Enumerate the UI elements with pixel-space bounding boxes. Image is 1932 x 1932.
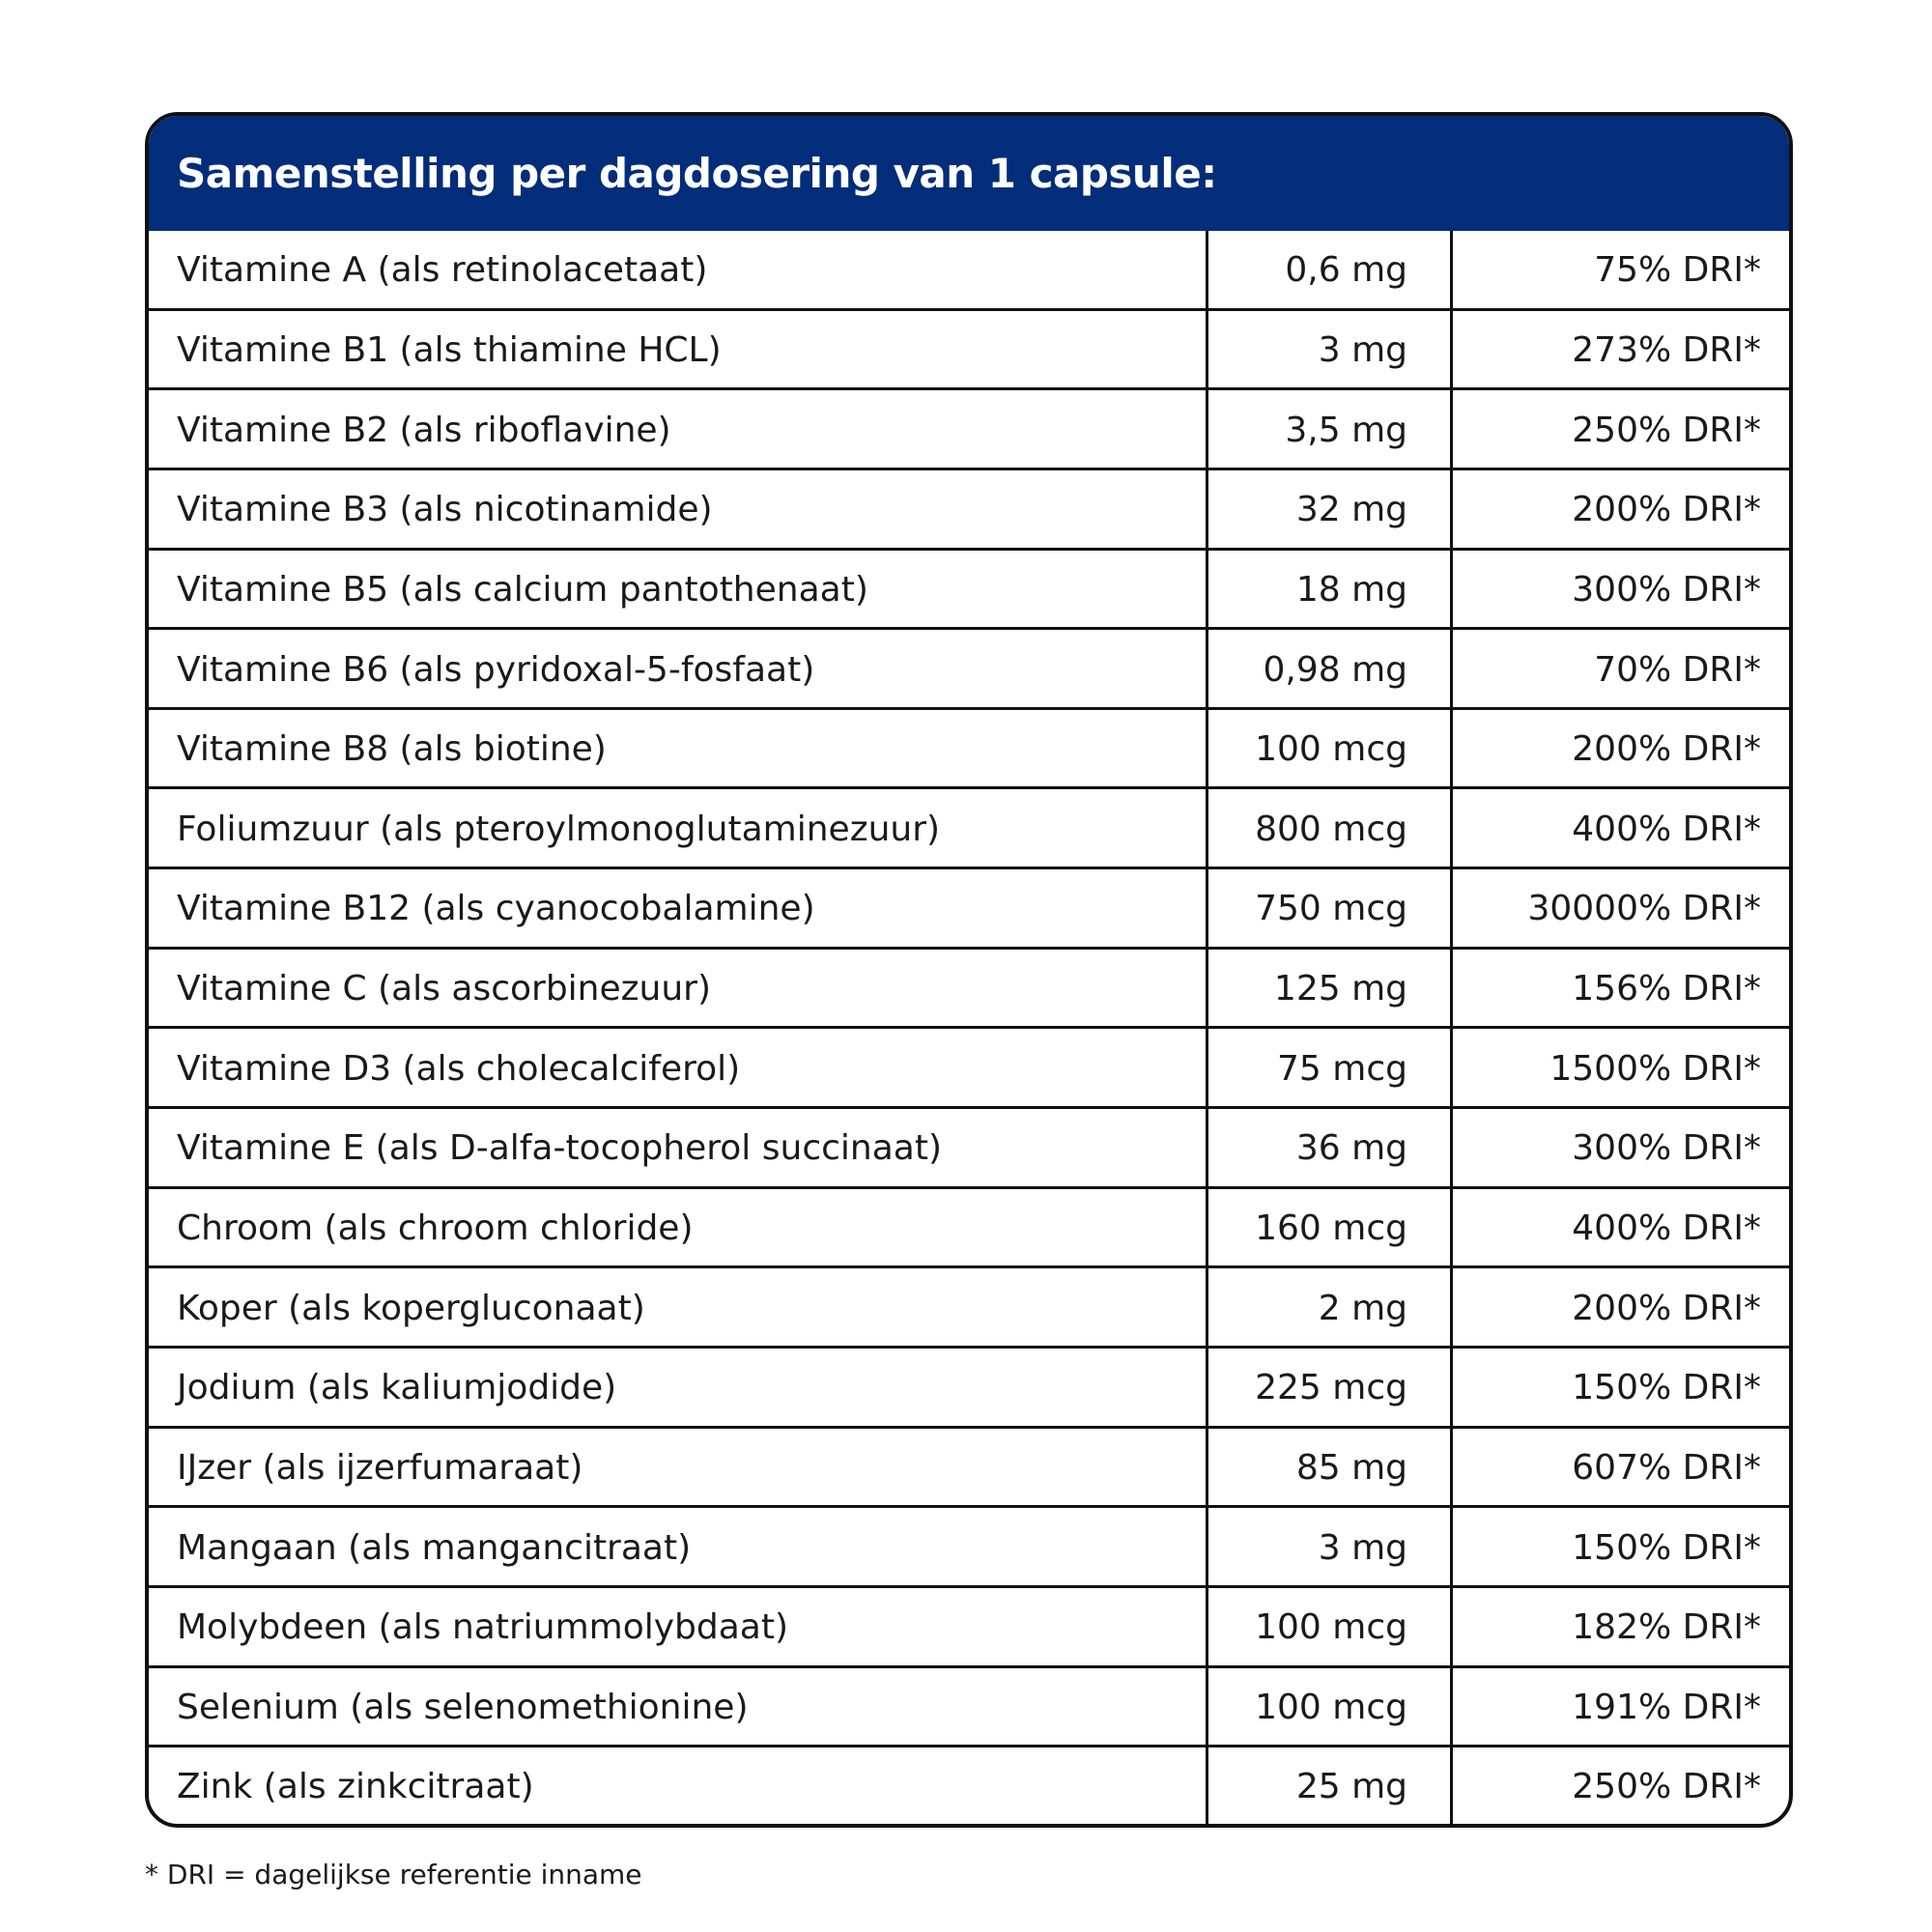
- nutrient-name-cell: Zink (als zinkcitraat): [149, 1747, 1208, 1825]
- table-row: [149, 468, 1789, 548]
- table-row: [149, 1585, 1789, 1665]
- nutrient-name-cell: Foliumzuur (als pteroylmonoglutaminezuur): [149, 789, 1208, 867]
- table-row: [149, 308, 1789, 388]
- nutrient-amount-cell: 32 mg: [1208, 470, 1453, 548]
- nutrient-amount-cell: 125 mg: [1208, 950, 1453, 1027]
- nutrient-dri-cell: 200% DRI*: [1572, 729, 1761, 770]
- nutrient-name-cell: Vitamine A (als retinolacetaat): [149, 231, 1208, 308]
- table-row: [149, 1745, 1789, 1825]
- nutrient-name-cell: IJzer (als ijzerfumaraat): [149, 1429, 1208, 1506]
- nutrient-amount-cell: 3 mg: [1208, 311, 1453, 388]
- nutrient-name-cell: Vitamine B12 (als cyanocobalamine): [149, 869, 1208, 947]
- nutrient-name-cell: Vitamine C (als ascorbinezuur): [149, 950, 1208, 1027]
- nutrient-dri-cell: 150% DRI*: [1572, 1368, 1761, 1408]
- nutrient-dri-cell: 400% DRI*: [1572, 1208, 1761, 1248]
- nutrient-name-cell: Koper (als kopergluconaat): [149, 1268, 1208, 1346]
- nutrient-amount-cell: 25 mg: [1208, 1747, 1453, 1825]
- nutrient-amount-cell: 750 mcg: [1208, 869, 1453, 947]
- table-row: [149, 1665, 1789, 1746]
- table-row: [149, 1426, 1789, 1506]
- nutrient-dri-cell: 607% DRI*: [1572, 1447, 1761, 1488]
- nutrient-dri-cell: 400% DRI*: [1572, 809, 1761, 849]
- nutrient-amount-cell: 800 mcg: [1208, 789, 1453, 867]
- nutrient-name-cell: Vitamine B2 (als riboflavine): [149, 390, 1208, 468]
- table-row: [149, 947, 1789, 1027]
- nutrient-name-cell: Vitamine B3 (als nicotinamide): [149, 470, 1208, 548]
- nutrient-name-cell: Chroom (als chroom chloride): [149, 1189, 1208, 1266]
- table-row: [149, 1106, 1789, 1186]
- nutrient-dri-cell: 1500% DRI*: [1549, 1048, 1761, 1089]
- nutrient-amount-cell: 0,98 mg: [1208, 630, 1453, 707]
- nutrient-dri-cell: 70% DRI*: [1594, 649, 1761, 690]
- table-row: [149, 1346, 1789, 1426]
- nutrient-name-cell: Vitamine B6 (als pyridoxal-5-fosfaat): [149, 630, 1208, 707]
- nutrient-dri-cell: 150% DRI*: [1572, 1527, 1761, 1568]
- nutrient-dri-cell: 191% DRI*: [1572, 1687, 1761, 1727]
- nutrient-name-cell: Jodium (als kaliumjodide): [149, 1349, 1208, 1426]
- table-row: [149, 1026, 1789, 1106]
- nutrient-amount-cell: 3 mg: [1208, 1508, 1453, 1585]
- nutrient-amount-cell: 2 mg: [1208, 1268, 1453, 1346]
- table-row: [149, 627, 1789, 707]
- nutrient-amount-cell: 100 mcg: [1208, 1668, 1453, 1746]
- nutrient-amount-cell: 100 mcg: [1208, 1588, 1453, 1665]
- table-row: [149, 231, 1789, 308]
- table-row: [149, 1186, 1789, 1266]
- nutrient-amount-cell: 75 mcg: [1208, 1029, 1453, 1106]
- table-row: [149, 1265, 1789, 1346]
- nutrient-amount-cell: 100 mcg: [1208, 710, 1453, 787]
- nutrient-dri-cell: 75% DRI*: [1594, 250, 1761, 291]
- nutrient-amount-cell: 160 mcg: [1208, 1189, 1453, 1266]
- table-row: [149, 707, 1789, 787]
- nutrient-name-cell: Vitamine B1 (als thiamine HCL): [149, 311, 1208, 388]
- nutrient-dri-cell: 300% DRI*: [1572, 569, 1761, 610]
- nutrient-dri-cell: 300% DRI*: [1572, 1128, 1761, 1169]
- nutrient-dri-cell: 250% DRI*: [1572, 1767, 1761, 1807]
- table-row: [149, 786, 1789, 867]
- nutrient-name-cell: Mangaan (als mangancitraat): [149, 1508, 1208, 1585]
- nutrient-name-cell: Molybdeen (als natriummolybdaat): [149, 1588, 1208, 1665]
- nutrient-amount-cell: 36 mg: [1208, 1109, 1453, 1186]
- nutrient-dri-cell: 250% DRI*: [1572, 410, 1761, 450]
- nutrient-dri-cell: 182% DRI*: [1572, 1607, 1761, 1648]
- nutrient-amount-cell: 3,5 mg: [1208, 390, 1453, 468]
- nutrient-name-cell: Vitamine B5 (als calcium pantothenaat): [149, 551, 1208, 628]
- table-row: [149, 867, 1789, 947]
- nutrient-name-cell: Selenium (als selenomethionine): [149, 1668, 1208, 1746]
- nutrient-name-cell: Vitamine D3 (als cholecalciferol): [149, 1029, 1208, 1106]
- nutrient-amount-cell: 0,6 mg: [1208, 231, 1453, 308]
- nutrient-name-cell: Vitamine E (als D-alfa-tocopherol succinaat): [149, 1109, 1208, 1186]
- nutrient-amount-cell: 225 mcg: [1208, 1349, 1453, 1426]
- nutrient-amount-cell: 85 mg: [1208, 1429, 1453, 1506]
- nutrient-name-cell: Vitamine B8 (als biotine): [149, 710, 1208, 787]
- table-row: [149, 1505, 1789, 1585]
- table-title: Samenstelling per dagdosering van 1 capsule:: [177, 150, 1217, 197]
- nutrient-dri-cell: 30000% DRI*: [1527, 889, 1761, 929]
- footnote: * DRI = dagelijkse referentie inname: [145, 1859, 642, 1890]
- table-body: [149, 231, 1789, 1825]
- table-header: [149, 116, 1789, 231]
- nutrient-dri-cell: 156% DRI*: [1572, 969, 1761, 1009]
- table-row: [149, 548, 1789, 628]
- composition-table: [145, 112, 1793, 1828]
- nutrient-dri-cell: 200% DRI*: [1572, 1288, 1761, 1328]
- nutrient-dri-cell: 200% DRI*: [1572, 490, 1761, 530]
- nutrient-dri-cell: 273% DRI*: [1572, 329, 1761, 370]
- table-row: [149, 387, 1789, 468]
- nutrient-amount-cell: 18 mg: [1208, 551, 1453, 628]
